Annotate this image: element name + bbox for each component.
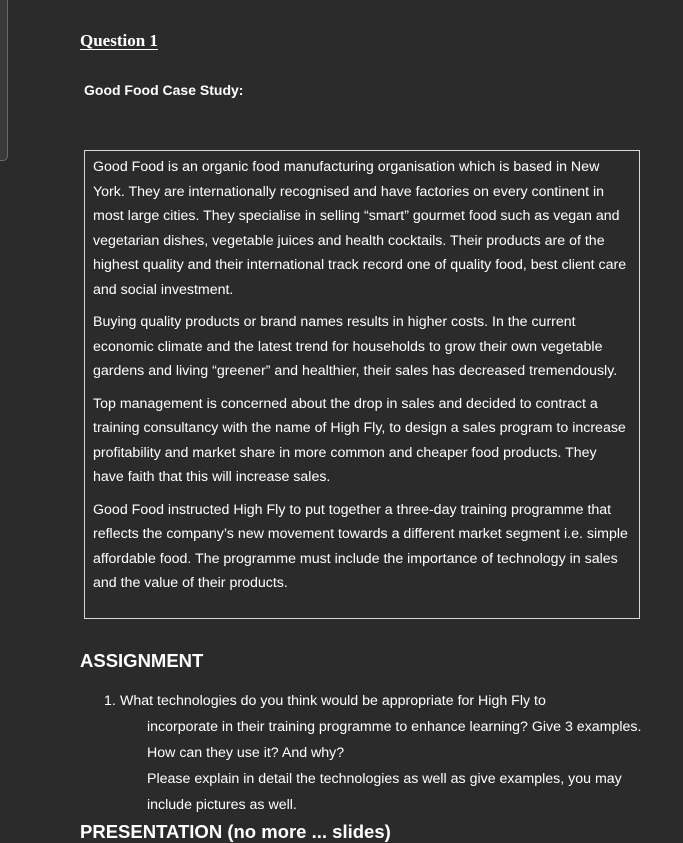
question-title: Question 1 [80, 31, 158, 50]
case-paragraph: Good Food instructed High Fly to put together a three-day training programme that reflects the company’s new movement towards a different market segment i.e. simple affordable food. The programme must include the importance of technology in sales and the value of their products. [93, 501, 628, 591]
case-paragraph: Good Food is an organic food manufacturing organisation which is based in New York. They are internationally recognised and have factories on every continent in most large cities. They specialise in selling “smart” gourmet food such as vegan and vegetarian dishes, vegetable juices and health cocktails. Their products are of the highest quality and their international track record one of quality food, best client care and social investment. [93, 159, 627, 298]
case-study-subtitle: Good Food Case Study: [84, 82, 244, 98]
case-paragraph: Top management is concerned about the drop in sales and decided to contract a training consultancy with the name of High Fly, to design a sales program to increase profitability and market share in more common and cheaper food products. They have faith that this will increase sales. [93, 395, 626, 485]
presentation-heading: PRESENTATION (no more ... slides) [80, 821, 391, 842]
case-paragraph: Buying quality products or brand names results in higher costs. In the current economic climate and the latest trend for households to grow their own vegetable gardens and living “greener” and healthier, their sales has decreased tremendously. [93, 314, 618, 379]
scrollbar-rail[interactable] [0, 0, 8, 161]
list-item-number: 1. [104, 693, 116, 709]
list-item [104, 688, 644, 766]
case-study-box [84, 150, 640, 619]
list-item-first-line: What technologies do you think would be appropriate for High Fly to [120, 693, 546, 709]
assignment-list [104, 688, 644, 818]
list-item-extra-instructions: Please explain in detail the technologies as well as give examples, you may include pictures as well. [147, 771, 622, 813]
list-item-continuation: incorporate in their training programme to enhance learning? Give 3 examples. How can they use it? And why? [147, 719, 642, 761]
assignment-heading: ASSIGNMENT [80, 650, 204, 671]
list-item-text [120, 688, 644, 766]
